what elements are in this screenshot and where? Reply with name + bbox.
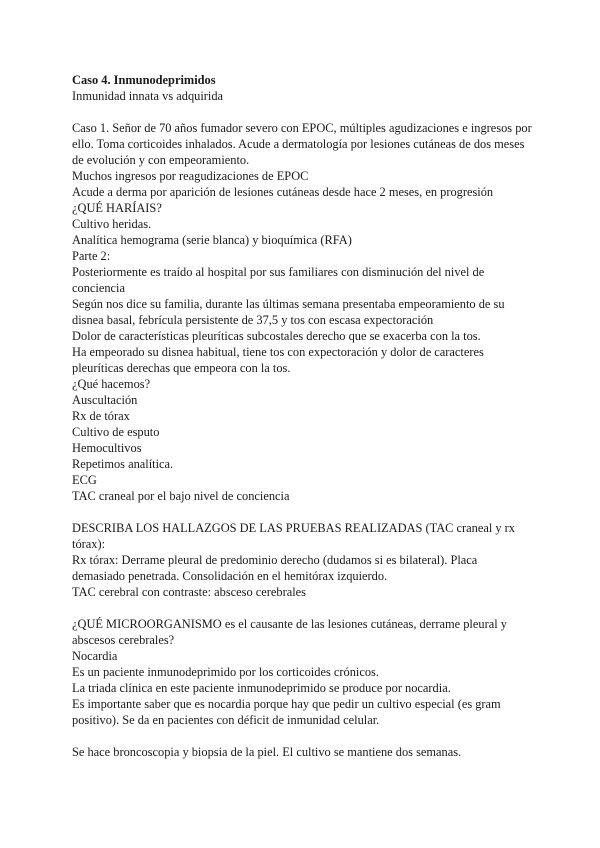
paragraph: TAC cerebral con contraste: absceso cerebrales	[72, 585, 306, 599]
spacer	[72, 504, 532, 520]
section-procedure	[72, 744, 532, 760]
question-heading: ¿QUÉ HARÍAIS?	[72, 201, 162, 215]
document-subtitle: Inmunidad innata vs adquirida	[72, 89, 224, 103]
paragraph: Dolor de características pleuríticas subcostales derecho que se exacerba con la tos.	[72, 329, 481, 343]
spacer	[72, 728, 532, 744]
paragraph: Posteriormente es traído al hospital por sus familiares con disminución del nivel de conciencia	[72, 265, 485, 295]
section-case-1	[72, 120, 532, 504]
paragraph: Muchos ingresos por reagudizaciones de EPOC	[72, 169, 309, 183]
section-microorganism	[72, 616, 532, 728]
question-heading: ¿Qué hacemos?	[72, 377, 151, 391]
part-heading: Parte 2:	[72, 249, 111, 263]
list-item: ECG	[72, 473, 97, 487]
list-item: Repetimos analítica.	[72, 457, 174, 471]
paragraph: Analítica hemograma (serie blanca) y bioquímica (RFA)	[72, 233, 352, 247]
question-heading: ¿QUÉ MICROORGANISMO es el causante de las lesiones cutáneas, derrame pleural y abscesos cerebrales?	[72, 617, 507, 647]
answer: Nocardia	[72, 649, 118, 663]
section-findings	[72, 520, 532, 600]
document-title: Caso 4. Inmunodeprimidos	[72, 73, 216, 87]
spacer	[72, 104, 532, 120]
paragraph: Cultivo heridas.	[72, 217, 152, 231]
list-item: Rx de tórax	[72, 409, 130, 423]
list-item: Auscultación	[72, 393, 138, 407]
paragraph: La triada clínica en este paciente inmunodeprimido se produce por nocardia.	[72, 681, 451, 695]
document-page	[72, 72, 532, 760]
paragraph: Es importante saber que es nocardia porque hay que pedir un cultivo especial (es gram positivo). Se da en pacientes con déficit de inmunidad celular.	[72, 697, 501, 727]
paragraph: Es un paciente inmunodeprimido por los corticoides crónicos.	[72, 665, 379, 679]
paragraph: Caso 1. Señor de 70 años fumador severo con EPOC, múltiples agudizaciones e ingresos por ello. Toma corticoides inhalados. Acude a dermatología por lesiones cutáneas de dos meses de evolución y con empeoramiento.	[72, 121, 532, 167]
paragraph: Ha empeorado su disnea habitual, tiene tos con expectoración y dolor de caracteres pleuríticas derechas que empeora con la tos.	[72, 345, 484, 375]
list-item: Hemocultivos	[72, 441, 142, 455]
list-item: TAC craneal por el bajo nivel de conciencia	[72, 489, 290, 503]
spacer	[72, 600, 532, 616]
list-item: Cultivo de esputo	[72, 425, 160, 439]
paragraph: Rx tórax: Derrame pleural de predominio derecho (dudamos si es bilateral). Placa demasiado penetrada. Consolidación en el hemitórax izquierdo.	[72, 553, 478, 583]
paragraph: Según nos dice su familia, durante las últimas semana presentaba empeoramiento de su disnea basal, febrícula persistente de 37,5 y tos con escasa expectoración	[72, 297, 505, 327]
paragraph: Se hace broncoscopia y biopsia de la piel. El cultivo se mantiene dos semanas.	[72, 745, 462, 759]
paragraph: Acude a derma por aparición de lesiones cutáneas desde hace 2 meses, en progresión	[72, 185, 494, 199]
question-heading: DESCRIBA LOS HALLAZGOS DE LAS PRUEBAS REALIZADAS (TAC craneal y rx tórax):	[72, 521, 515, 551]
